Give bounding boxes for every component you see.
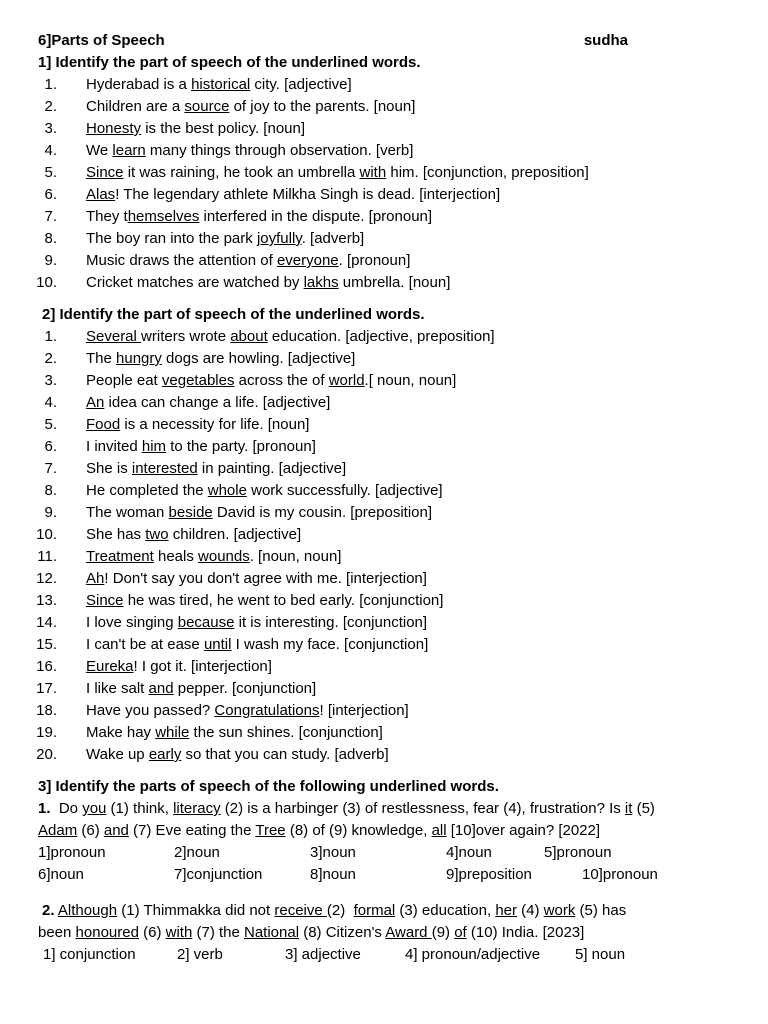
sentence-text: They t bbox=[86, 208, 128, 225]
sentence-text: in painting. [adjective] bbox=[197, 460, 347, 477]
item-number: 5. bbox=[44, 164, 57, 181]
item-text bbox=[62, 272, 450, 294]
item-text bbox=[62, 590, 443, 612]
list-item bbox=[38, 524, 738, 546]
item-number: 12. bbox=[36, 570, 57, 587]
answer-entry: 10]pronoun bbox=[582, 866, 658, 883]
sentence-text: been bbox=[38, 924, 76, 941]
sentence-text: idea can change a life. [adjective] bbox=[104, 394, 331, 411]
sentence-text: writers wrote bbox=[141, 328, 231, 345]
item-number: 15. bbox=[36, 636, 57, 653]
sentence-text: Music draws the attention of bbox=[86, 252, 277, 269]
item-text bbox=[62, 348, 355, 370]
underlined-word: Eureka bbox=[86, 658, 134, 675]
underlined-word: beside bbox=[168, 504, 213, 521]
sentence-text: I invited bbox=[86, 438, 142, 455]
list-item bbox=[38, 656, 738, 678]
list-item bbox=[38, 612, 738, 634]
underlined-word: receive bbox=[274, 902, 327, 919]
sentence-text: heals bbox=[153, 548, 199, 565]
underlined-word: Honesty bbox=[86, 120, 142, 137]
sentence-text: umbrella. [noun] bbox=[338, 274, 451, 291]
item-number: 16. bbox=[36, 658, 57, 675]
title-row bbox=[38, 30, 628, 52]
underlined-word: Adam bbox=[38, 822, 78, 839]
underlined-word: world bbox=[328, 372, 365, 389]
underlined-word: National bbox=[244, 924, 300, 941]
sentence-text: (9) bbox=[431, 924, 455, 941]
item-text bbox=[62, 118, 305, 140]
item-number: 11. bbox=[37, 548, 57, 565]
underlined-word: An bbox=[86, 394, 105, 411]
underlined-word: early bbox=[148, 746, 182, 763]
sentence-text: Cricket matches are watched by bbox=[86, 274, 304, 291]
sentence-text: to the party. [pronoun] bbox=[166, 438, 316, 455]
item-number: 3. bbox=[44, 372, 57, 389]
sentence-text: (1) think, bbox=[106, 800, 174, 817]
list-item bbox=[38, 722, 738, 744]
answer-entry: 5] noun bbox=[575, 946, 626, 963]
underlined-word: wounds bbox=[198, 548, 250, 565]
underlined-word: Tree bbox=[255, 822, 286, 839]
sentence-text: I can't be at ease bbox=[86, 636, 204, 653]
answer-entry: 9]preposition bbox=[446, 866, 532, 883]
sentence-text: (7) Eve eating the bbox=[128, 822, 256, 839]
question-1-line-1 bbox=[38, 798, 738, 820]
item-number: 4. bbox=[44, 394, 57, 411]
underlined-word: until bbox=[203, 636, 232, 653]
sentence-text: (8) Citizen's bbox=[299, 924, 386, 941]
underlined-word: honoured bbox=[75, 924, 139, 941]
list-item bbox=[38, 414, 738, 436]
underlined-word: hemselves bbox=[127, 208, 200, 225]
item-text bbox=[62, 678, 316, 700]
document-page bbox=[38, 30, 738, 966]
sentence-text: (1) Thimmakka did not bbox=[117, 902, 275, 919]
underlined-word: interested bbox=[131, 460, 198, 477]
question-1-answers-row-2 bbox=[38, 864, 738, 886]
item-text bbox=[62, 228, 364, 250]
item-number: 6. bbox=[44, 438, 57, 455]
sentence-text: (6) bbox=[138, 924, 166, 941]
underlined-word: about bbox=[230, 328, 268, 345]
list-item bbox=[38, 568, 738, 590]
item-number: 7. bbox=[44, 460, 57, 477]
item-number: 7. bbox=[44, 208, 57, 225]
sentence-text: (10) India. [2023] bbox=[466, 924, 585, 941]
question-1-line-2 bbox=[38, 820, 738, 842]
section-1-list bbox=[38, 74, 738, 294]
underlined-word: historical bbox=[191, 76, 251, 93]
sentence-text: I wash my face. [conjunction] bbox=[231, 636, 429, 653]
question-2-line-2 bbox=[38, 922, 738, 944]
underlined-word: lakhs bbox=[303, 274, 339, 291]
sentence-text: The boy ran into the park bbox=[86, 230, 257, 247]
sentence-text: (5) has bbox=[575, 902, 627, 919]
sentence-text: him. [conjunction, preposition] bbox=[386, 164, 589, 181]
sentence-text: Make hay bbox=[86, 724, 156, 741]
underlined-word: Although bbox=[57, 902, 118, 919]
question-1-number: 1. bbox=[38, 800, 51, 817]
underlined-word: hungry bbox=[116, 350, 162, 367]
sentence-text: ! Don't say you don't agree with me. [interjection] bbox=[104, 570, 427, 587]
item-number: 20. bbox=[36, 746, 57, 763]
underlined-word: learn bbox=[112, 142, 146, 159]
underlined-word: Food bbox=[86, 416, 121, 433]
underlined-word: source bbox=[184, 98, 230, 115]
underlined-word: Since bbox=[86, 592, 124, 609]
sentence-text: (4) bbox=[517, 902, 544, 919]
list-item bbox=[38, 634, 738, 656]
sentence-text: (8) of (9) knowledge, bbox=[285, 822, 432, 839]
sentence-text: The woman bbox=[86, 504, 169, 521]
section-2-heading: 2] Identify the part of speech of the underlined words. bbox=[42, 306, 425, 323]
sentence-text: Wake up bbox=[86, 746, 149, 763]
sentence-text: many things through observation. [verb] bbox=[145, 142, 414, 159]
answer-entry: 8]noun bbox=[310, 866, 356, 883]
item-text bbox=[62, 458, 346, 480]
sentence-text: (2) bbox=[326, 902, 354, 919]
list-item bbox=[38, 96, 738, 118]
sentence-text: [10]over again? [2022] bbox=[446, 822, 601, 839]
sentence-text: interfered in the dispute. [pronoun] bbox=[199, 208, 433, 225]
list-item bbox=[38, 228, 738, 250]
item-text bbox=[62, 392, 330, 414]
list-item bbox=[38, 480, 738, 502]
sentence-text: it was raining, he took an umbrella bbox=[123, 164, 360, 181]
item-number: 9. bbox=[44, 252, 57, 269]
list-item bbox=[38, 250, 738, 272]
underlined-word: and bbox=[148, 680, 174, 697]
sentence-text: We bbox=[86, 142, 113, 159]
sentence-text: (3) education, bbox=[395, 902, 496, 919]
sentence-text: dogs are howling. [adjective] bbox=[161, 350, 356, 367]
underlined-word: everyone bbox=[276, 252, 339, 269]
underlined-word: with bbox=[359, 164, 387, 181]
sentence-text: of joy to the parents. [noun] bbox=[229, 98, 416, 115]
list-item bbox=[38, 436, 738, 458]
sentence-text: is the best policy. [noun] bbox=[141, 120, 306, 137]
item-text bbox=[62, 140, 413, 162]
sentence-text: pepper. [conjunction] bbox=[173, 680, 317, 697]
sentence-text: . [noun, noun] bbox=[249, 548, 342, 565]
sentence-text: city. [adjective] bbox=[250, 76, 352, 93]
list-item bbox=[38, 590, 738, 612]
item-text bbox=[62, 612, 427, 634]
underlined-word: Since bbox=[86, 164, 124, 181]
sentence-text: ! The legendary athlete Milkha Singh is dead. [interjection] bbox=[115, 186, 501, 203]
sentence-text: ! [interjection] bbox=[319, 702, 409, 719]
sentence-text: children. [adjective] bbox=[168, 526, 302, 543]
sentence-text: (6) bbox=[77, 822, 104, 839]
sentence-text: I love singing bbox=[86, 614, 178, 631]
sentence-text: Do bbox=[50, 800, 83, 817]
answer-entry: 1] conjunction bbox=[43, 946, 136, 963]
item-number: 10. bbox=[36, 526, 57, 543]
answer-entry: 4]noun bbox=[446, 844, 492, 861]
item-text bbox=[62, 700, 409, 722]
list-item bbox=[38, 348, 738, 370]
answer-entry: 3]noun bbox=[310, 844, 356, 861]
question-2-number: 2. bbox=[42, 902, 55, 919]
sentence-text: (7) the bbox=[192, 924, 244, 941]
sentence-text: across the of bbox=[234, 372, 329, 389]
item-number: 18. bbox=[36, 702, 57, 719]
sentence-text: ! I got it. [interjection] bbox=[133, 658, 272, 675]
underlined-word: work bbox=[543, 902, 576, 919]
list-item bbox=[38, 392, 738, 414]
item-text bbox=[62, 370, 456, 392]
sentence-text: He completed the bbox=[86, 482, 208, 499]
item-number: 10. bbox=[36, 274, 57, 291]
item-number: 3. bbox=[44, 120, 57, 137]
sentence-text: so that you can study. [adverb] bbox=[181, 746, 389, 763]
sentence-text: David is my cousin. [preposition] bbox=[212, 504, 433, 521]
sentence-text: is a necessity for life. [noun] bbox=[120, 416, 310, 433]
item-text bbox=[62, 74, 352, 96]
item-number: 19. bbox=[36, 724, 57, 741]
list-item bbox=[38, 162, 738, 184]
underlined-word: Congratulations bbox=[214, 702, 320, 719]
underlined-word: Treatment bbox=[86, 548, 154, 565]
sentence-text: She is bbox=[86, 460, 132, 477]
list-item bbox=[38, 370, 738, 392]
item-number: 2. bbox=[44, 98, 57, 115]
item-text bbox=[62, 722, 383, 744]
sentence-text: (2) is a harbinger (3) of restlessness, fear (4), frustration? Is bbox=[220, 800, 625, 817]
list-item bbox=[38, 458, 738, 480]
sentence-text: work successfully. [adjective] bbox=[246, 482, 443, 499]
sentence-text: She has bbox=[86, 526, 146, 543]
item-number: 8. bbox=[44, 482, 57, 499]
list-item bbox=[38, 272, 738, 294]
sentence-text: the sun shines. [conjunction] bbox=[189, 724, 383, 741]
question-2-answers-row bbox=[38, 944, 738, 966]
item-text bbox=[62, 546, 341, 568]
sentence-text: I like salt bbox=[86, 680, 149, 697]
underlined-word: her bbox=[495, 902, 517, 919]
item-number: 6. bbox=[44, 186, 57, 203]
sentence-text: education. [adjective, preposition] bbox=[267, 328, 495, 345]
item-number: 1. bbox=[44, 328, 57, 345]
item-number: 2. bbox=[44, 350, 57, 367]
answer-entry: 2]noun bbox=[174, 844, 220, 861]
item-text bbox=[62, 502, 432, 524]
underlined-word: Several bbox=[86, 328, 142, 345]
sentence-text: The bbox=[86, 350, 117, 367]
sentence-text: Children are a bbox=[86, 98, 185, 115]
underlined-word: with bbox=[165, 924, 193, 941]
sentence-text: (5) bbox=[632, 800, 655, 817]
list-item bbox=[38, 74, 738, 96]
item-text bbox=[62, 96, 415, 118]
item-text bbox=[62, 656, 272, 678]
page-title: 6]Parts of Speech bbox=[38, 32, 165, 49]
underlined-word: Ah bbox=[86, 570, 105, 587]
list-item bbox=[38, 546, 738, 568]
item-text bbox=[62, 184, 500, 206]
list-item bbox=[38, 678, 738, 700]
section-3-heading: 3] Identify the parts of speech of the following underlined words. bbox=[38, 778, 499, 795]
item-text bbox=[62, 414, 309, 436]
author-name: sudha bbox=[583, 32, 628, 49]
item-text bbox=[62, 744, 389, 766]
item-number: 5. bbox=[44, 416, 57, 433]
sentence-text: he was tired, he went to bed early. [conjunction] bbox=[123, 592, 444, 609]
list-item bbox=[38, 326, 738, 348]
item-number: 4. bbox=[44, 142, 57, 159]
list-item bbox=[38, 502, 738, 524]
item-number: 17. bbox=[36, 680, 57, 697]
answer-entry: 7]conjunction bbox=[174, 866, 263, 883]
item-text bbox=[62, 436, 316, 458]
underlined-word: him bbox=[141, 438, 167, 455]
list-item bbox=[38, 140, 738, 162]
item-text bbox=[62, 250, 410, 272]
answer-entry: 4] pronoun/adjective bbox=[405, 946, 541, 963]
answer-entry: 3] adjective bbox=[285, 946, 361, 963]
underlined-word: while bbox=[155, 724, 190, 741]
underlined-word: whole bbox=[207, 482, 247, 499]
underlined-word: it bbox=[624, 800, 633, 817]
sentence-text: Have you passed? bbox=[86, 702, 215, 719]
answer-entry: 2] verb bbox=[177, 946, 223, 963]
underlined-word: because bbox=[177, 614, 235, 631]
underlined-word: two bbox=[145, 526, 169, 543]
question-1-answers-row-1 bbox=[38, 842, 738, 864]
sentence-text: Hyderabad is a bbox=[86, 76, 192, 93]
list-item bbox=[38, 744, 738, 766]
answer-entry: 1]pronoun bbox=[38, 844, 106, 861]
underlined-word: of bbox=[454, 924, 467, 941]
item-number: 9. bbox=[44, 504, 57, 521]
sentence-text: it is interesting. [conjunction] bbox=[234, 614, 428, 631]
answer-entry: 6]noun bbox=[38, 866, 84, 883]
sentence-text: . [pronoun] bbox=[338, 252, 411, 269]
item-number: 14. bbox=[36, 614, 57, 631]
item-text bbox=[62, 162, 589, 184]
underlined-word: literacy bbox=[173, 800, 221, 817]
item-text bbox=[62, 326, 495, 348]
item-text bbox=[62, 206, 432, 228]
sentence-text: . [adverb] bbox=[301, 230, 365, 247]
item-number: 13. bbox=[36, 592, 57, 609]
item-text bbox=[62, 568, 427, 590]
underlined-word: Award bbox=[385, 924, 432, 941]
item-text bbox=[62, 480, 443, 502]
underlined-word: all bbox=[431, 822, 447, 839]
section-2-list bbox=[38, 326, 738, 766]
underlined-word: joyfully bbox=[256, 230, 302, 247]
section-1-heading: 1] Identify the part of speech of the underlined words. bbox=[38, 54, 421, 71]
question-2-line-1 bbox=[38, 900, 738, 922]
item-number: 1. bbox=[44, 76, 57, 93]
underlined-word: you bbox=[82, 800, 107, 817]
sentence-text: .[ noun, noun] bbox=[364, 372, 457, 389]
item-number: 8. bbox=[44, 230, 57, 247]
list-item bbox=[38, 118, 738, 140]
list-item bbox=[38, 184, 738, 206]
underlined-word: Alas bbox=[86, 186, 116, 203]
item-text bbox=[62, 634, 428, 656]
list-item bbox=[38, 206, 738, 228]
item-text bbox=[62, 524, 301, 546]
list-item bbox=[38, 700, 738, 722]
underlined-word: and bbox=[103, 822, 129, 839]
sentence-text: People eat bbox=[86, 372, 162, 389]
underlined-word: vegetables bbox=[161, 372, 235, 389]
answer-entry: 5]pronoun bbox=[544, 844, 612, 861]
underlined-word: formal bbox=[353, 902, 396, 919]
